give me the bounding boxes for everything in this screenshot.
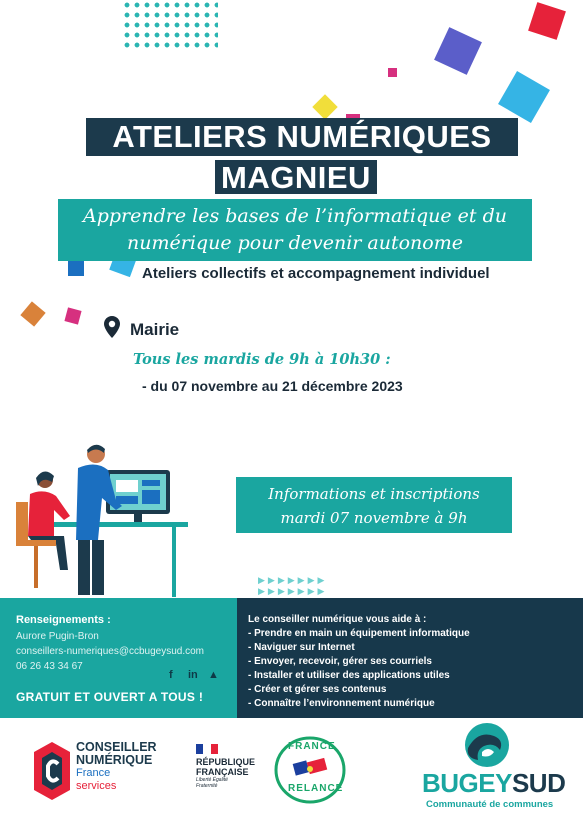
people-at-computer-illustration: [12, 440, 202, 598]
schedule-text: Tous les mardis de 9h à 10h30 :: [133, 351, 391, 368]
marianne-flag-icon: [196, 744, 218, 754]
location-pin-icon: [104, 316, 120, 338]
republique-francaise-logo: [196, 757, 255, 789]
subtitle: Ateliers collectifs et accompagnement individuel: [142, 265, 490, 282]
registration-info-box: [236, 477, 512, 533]
contact-panel: [0, 598, 237, 718]
confetti-purple: [434, 27, 482, 75]
confetti-red: [528, 2, 566, 40]
bugeysud-wave-icon: [464, 722, 510, 768]
confetti-sky: [498, 71, 550, 123]
logo-cn-line4: services: [76, 780, 117, 792]
registration-info-line1: Informations et inscriptions: [268, 485, 480, 503]
page-title-line2: MAGNIEU: [215, 160, 377, 194]
free-open-notice: GRATUIT ET OUVERT A TOUS !: [16, 690, 204, 704]
confetti-pink-left: [64, 307, 81, 324]
date-range: - du 07 novembre au 21 décembre 2023: [142, 378, 403, 394]
confetti-yellow: [312, 94, 337, 119]
bugeysud-name-b: SUD: [511, 768, 566, 798]
decorative-dot-grid: [122, 0, 218, 52]
decorative-arrows: ▶▶▶▶▶▶▶ ▶▶▶▶▶▶▶: [258, 575, 328, 596]
logo-rf-line1: RÉPUBLIQUE: [196, 757, 256, 767]
help-item: - Connaître l’environnement numérique: [248, 698, 435, 709]
help-title: Le conseiller numérique vous aide à :: [248, 614, 427, 625]
help-item: - Envoyer, recevoir, gérer ses courriels: [248, 656, 432, 667]
help-item: - Prendre en main un équipement informatique: [248, 628, 470, 639]
relance-top-text: FRANCE: [288, 741, 336, 752]
registration-info-line2: mardi 07 novembre à 9h: [280, 509, 468, 527]
cloud-icon[interactable]: ▲: [208, 669, 219, 681]
contact-email[interactable]: conseillers-numeriques@ccbugeysud.com: [16, 646, 205, 657]
conseiller-numerique-logo-icon: [34, 742, 70, 800]
confetti-orange: [20, 301, 45, 326]
facebook-icon[interactable]: f: [169, 669, 173, 681]
page-title-line1: ATELIERS NUMÉRIQUES: [86, 118, 518, 156]
contact-name: Aurore Pugin-Bron: [16, 631, 99, 642]
bugeysud-sub: Communauté de communes: [426, 799, 554, 810]
help-item: - Naviguer sur Internet: [248, 642, 355, 653]
relance-bottom-text: RELANCE: [288, 783, 344, 794]
logo-cn-line1: CONSEILLER: [76, 740, 157, 754]
bugeysud-name-a: BUGEY: [422, 768, 512, 798]
logo-cn-line3: France: [76, 767, 111, 779]
logo-rf-motto: Liberté Égalité Fraternité: [196, 777, 228, 789]
logo-cn-line2: NUMÉRIQUE: [76, 753, 153, 767]
linkedin-icon[interactable]: in: [188, 669, 198, 681]
conseiller-numerique-logo: [76, 741, 157, 793]
bugeysud-logo-text: [422, 768, 565, 799]
tagline-banner: Apprendre les bases de l’informatique et du numérique pour devenir autonome: [58, 199, 532, 261]
help-item: - Installer et utiliser des applications utiles: [248, 670, 450, 681]
contact-title: Renseignements :: [16, 614, 111, 626]
help-item: - Créer et gérer ses contenus: [248, 684, 387, 695]
help-panel: [237, 598, 583, 718]
contact-phone[interactable]: 06 26 43 34 67: [16, 661, 83, 672]
confetti-pink-small: [388, 68, 397, 77]
logo-rf-line2: FRANÇAISE: [196, 767, 249, 777]
location-label: Mairie: [130, 320, 180, 339]
